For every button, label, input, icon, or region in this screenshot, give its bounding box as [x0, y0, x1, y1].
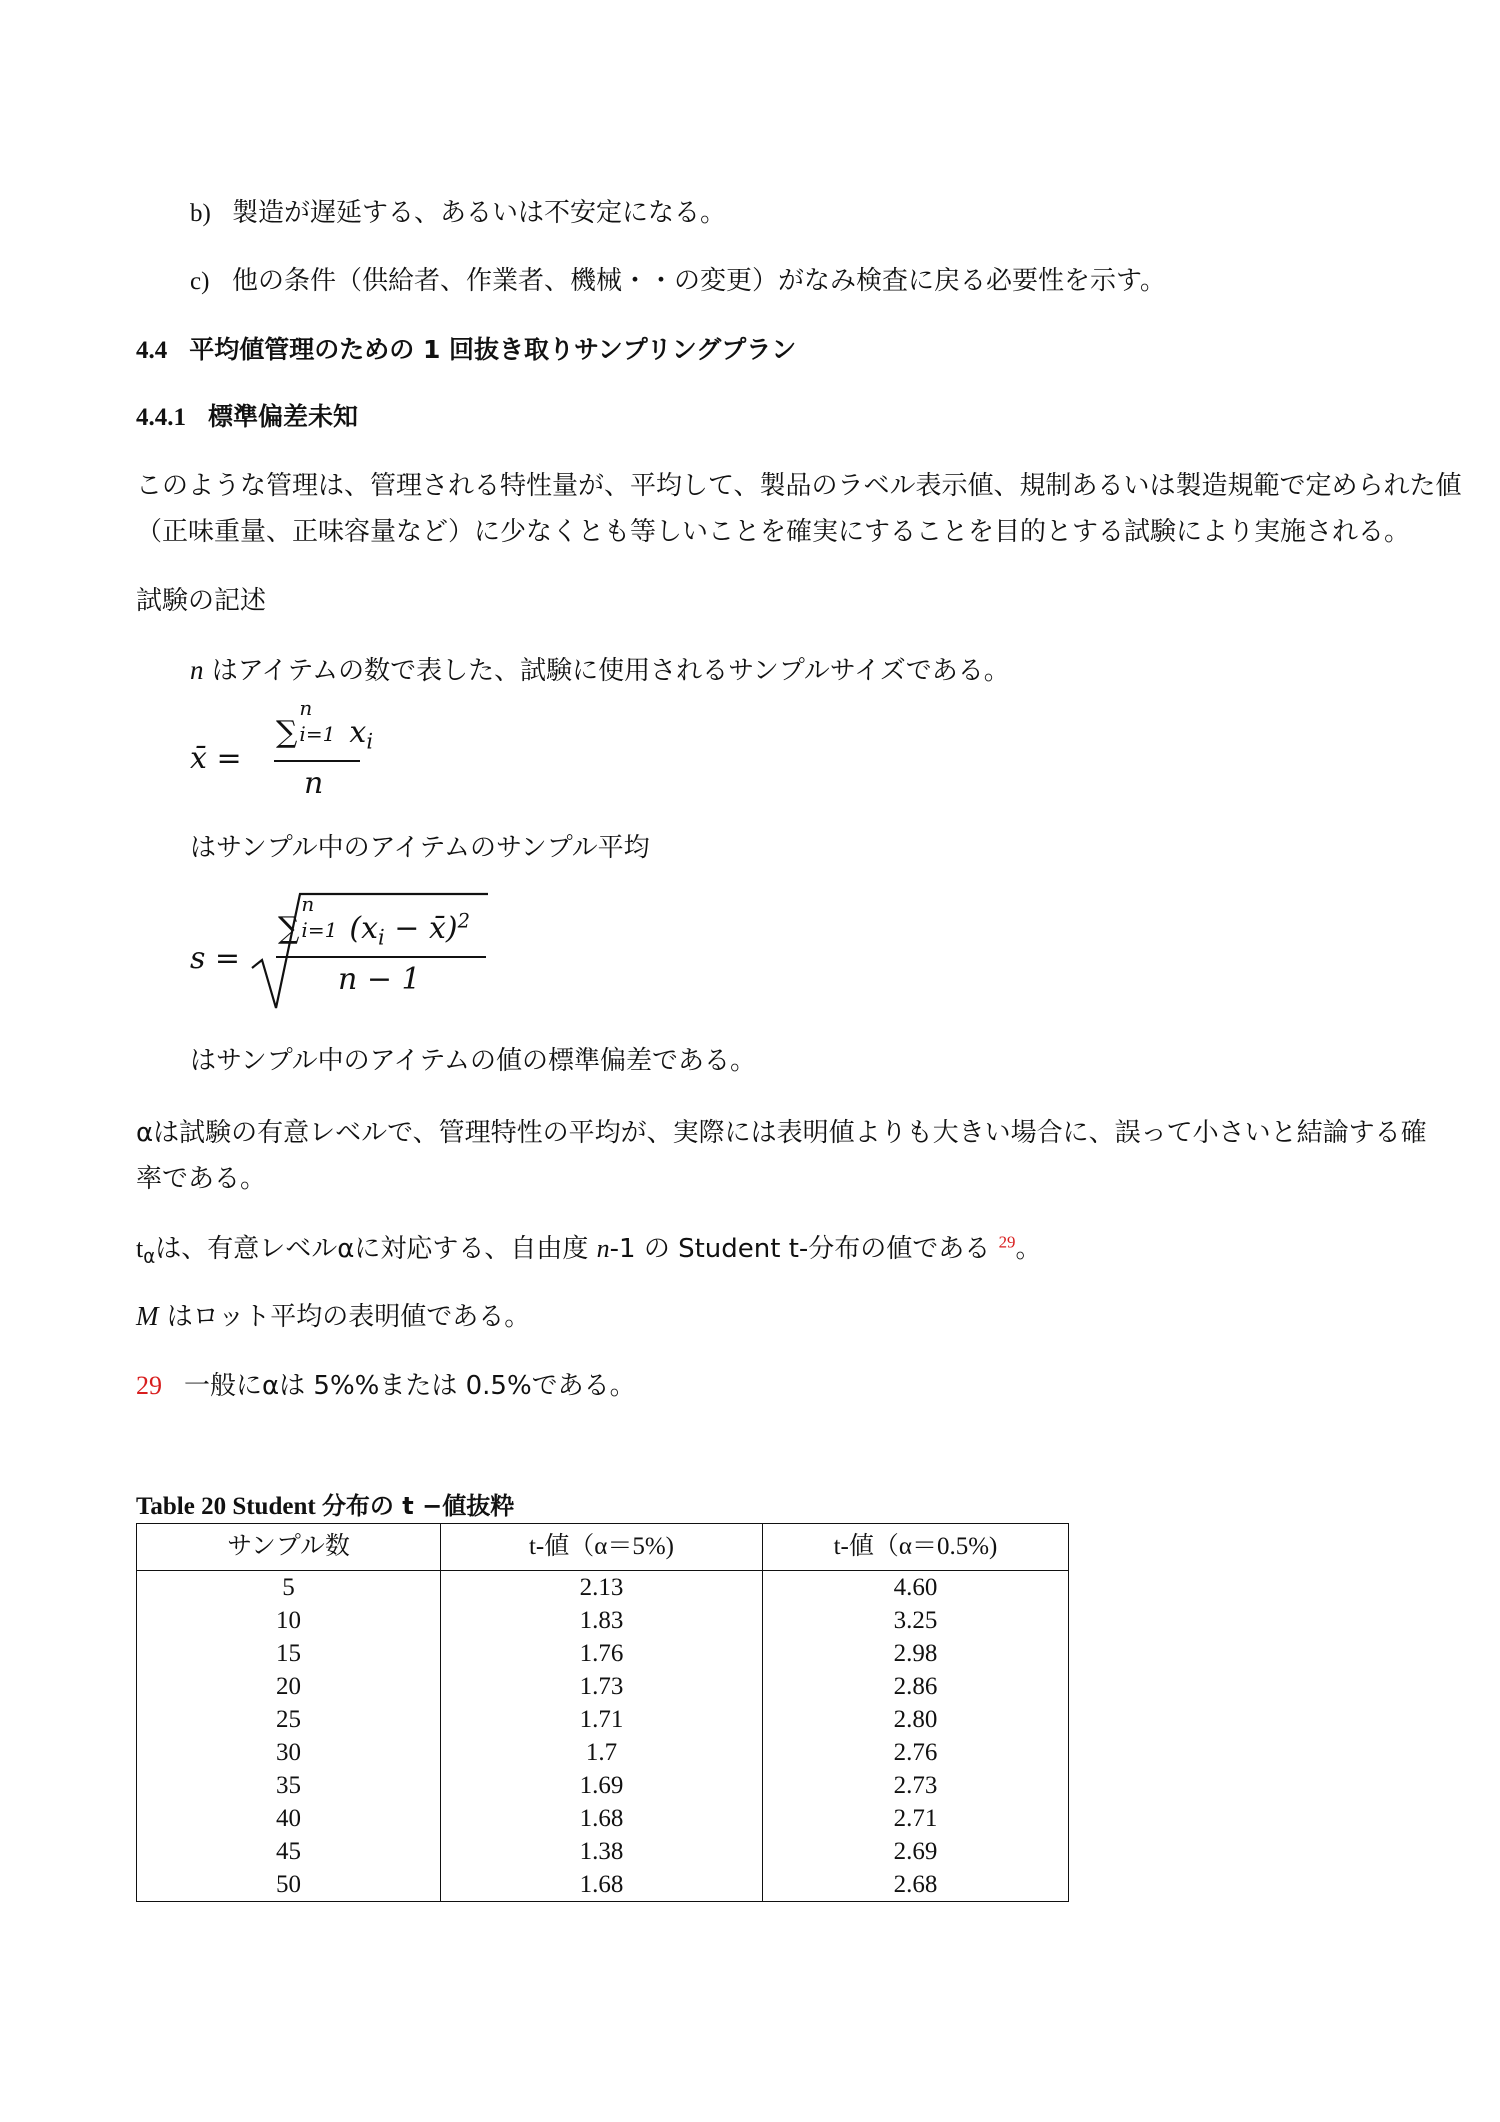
table-cell: 40 — [137, 1802, 441, 1835]
table-cell: 2.80 — [763, 1703, 1069, 1736]
n-definition — [190, 650, 1010, 687]
list-item-c — [190, 260, 1166, 297]
table-cell: 2.69 — [763, 1835, 1069, 1868]
list-text: 製造が遅延する、あるいは不安定になる。 — [232, 198, 727, 228]
table-cell: 2.68 — [763, 1868, 1069, 1902]
table-cell: 30 — [137, 1736, 441, 1769]
mean-fraction-bar — [274, 760, 360, 762]
list-text: 他の条件（供給者、作業者、機械・・の変更）がなみ検査に戻る必要性を示す。 — [232, 266, 1166, 296]
subheading-test-description: 試験の記述 — [136, 586, 267, 616]
header-t-05: t-値（α＝0.5%) — [763, 1524, 1069, 1571]
table-cell: 1.68 — [441, 1868, 763, 1902]
footnote — [136, 1365, 636, 1402]
sd-description: はサンプル中のアイテムの値の標準偏差である。 — [190, 1046, 757, 1076]
alpha-definition-line: αは試験の有意レベルで、管理特性の平均が、実際には表明値よりも大きい場合に、誤って小さいと結論する確 — [136, 1118, 1427, 1148]
table-cell: 1.69 — [441, 1769, 763, 1802]
table-caption: Table 20 Student 分布の t −値抜粋 — [136, 1492, 515, 1520]
M-symbol: M — [136, 1301, 159, 1331]
table-row — [137, 1868, 1069, 1902]
list-label: b) — [190, 200, 211, 227]
table-row — [137, 1736, 1069, 1769]
section-heading-4-4 — [136, 330, 796, 366]
table-cell: 1.38 — [441, 1835, 763, 1868]
section-title: 平均値管理のための 1 回抜き取りサンプリングプラン — [189, 335, 797, 364]
sd-fraction-bar — [276, 956, 486, 958]
sd-lhs: s = — [190, 941, 241, 976]
table-cell: 20 — [137, 1670, 441, 1703]
paragraph-line: （正味重量、正味容量など）に少なくとも等しいことを確実にすることを目的とする試験により実施される。 — [136, 517, 1411, 547]
table-cell: 1.7 — [441, 1736, 763, 1769]
n-definition-text: はアイテムの数で表した、試験に使用されるサンプルサイズである。 — [211, 656, 1010, 686]
mean-description: はサンプル中のアイテムのサンプル平均 — [190, 833, 650, 863]
table-cell: 2.73 — [763, 1769, 1069, 1802]
table-cell: 1.68 — [441, 1802, 763, 1835]
section-heading-4-4-1 — [136, 397, 358, 433]
table-row — [137, 1604, 1069, 1637]
table-cell: 2.86 — [763, 1670, 1069, 1703]
section-number: 4.4 — [136, 337, 168, 364]
section-title: 標準偏差未知 — [208, 402, 359, 431]
table-header-row — [137, 1524, 1069, 1571]
t-alpha-definition: $t_\alpha$は、有意レベルαに対応する、自由度 n-1 の Student t-分布の値である $^{29}$。 — [136, 1232, 1042, 1268]
paragraph-line: このような管理は、管理される特性量が、平均して、製品のラベル表示値、規制あるいは製造規範で定められた値 — [136, 471, 1462, 501]
table-cell: 1.83 — [441, 1604, 763, 1637]
alpha-definition-line: 率である。 — [136, 1164, 267, 1194]
footnote-ref: 29 — [998, 1232, 1016, 1252]
table-row — [137, 1670, 1069, 1703]
table-row — [137, 1637, 1069, 1670]
table-cell: 3.25 — [763, 1604, 1069, 1637]
table-cell: 1.76 — [441, 1637, 763, 1670]
sd-numerator: ∑ n i=1 ($x_i$ − x̄)$^2$ — [278, 892, 471, 950]
table-row — [137, 1571, 1069, 1605]
table-cell: 2.98 — [763, 1637, 1069, 1670]
table-cell: 4.60 — [763, 1571, 1069, 1605]
header-t-5: t-値（α＝5%) — [441, 1524, 763, 1571]
table-row — [137, 1835, 1069, 1868]
mean-denominator: n — [304, 766, 324, 801]
footnote-number: 29 — [136, 1371, 162, 1400]
table-cell: 1.71 — [441, 1703, 763, 1736]
table-cell: 1.73 — [441, 1670, 763, 1703]
M-definition: M はロット平均の表明値である。 — [136, 1301, 531, 1332]
table-cell: 35 — [137, 1769, 441, 1802]
table-cell: 10 — [137, 1604, 441, 1637]
table-cell: 25 — [137, 1703, 441, 1736]
footnote-text: 一般にαは 5%%または 0.5%である。 — [184, 1371, 636, 1401]
section-number: 4.4.1 — [136, 404, 186, 431]
table-cell: 2.76 — [763, 1736, 1069, 1769]
table-row — [137, 1769, 1069, 1802]
mean-numerator: ∑ n i=1 $x_i$ — [276, 696, 374, 754]
sd-denominator: n − 1 — [338, 962, 421, 997]
table-cell: 2.71 — [763, 1802, 1069, 1835]
list-item-b — [190, 192, 726, 229]
table-cell: 2.13 — [441, 1571, 763, 1605]
header-sample-count: サンプル数 — [137, 1524, 441, 1571]
n-symbol: n — [190, 655, 204, 685]
table-row — [137, 1802, 1069, 1835]
table-cell: 5 — [137, 1571, 441, 1605]
table-cell: 50 — [137, 1868, 441, 1902]
mean-lhs: x̄ = — [190, 741, 242, 776]
table-cell: 15 — [137, 1637, 441, 1670]
table-cell: 45 — [137, 1835, 441, 1868]
t-value-table — [136, 1523, 1069, 1902]
table-row — [137, 1703, 1069, 1736]
list-label: c) — [190, 268, 210, 295]
